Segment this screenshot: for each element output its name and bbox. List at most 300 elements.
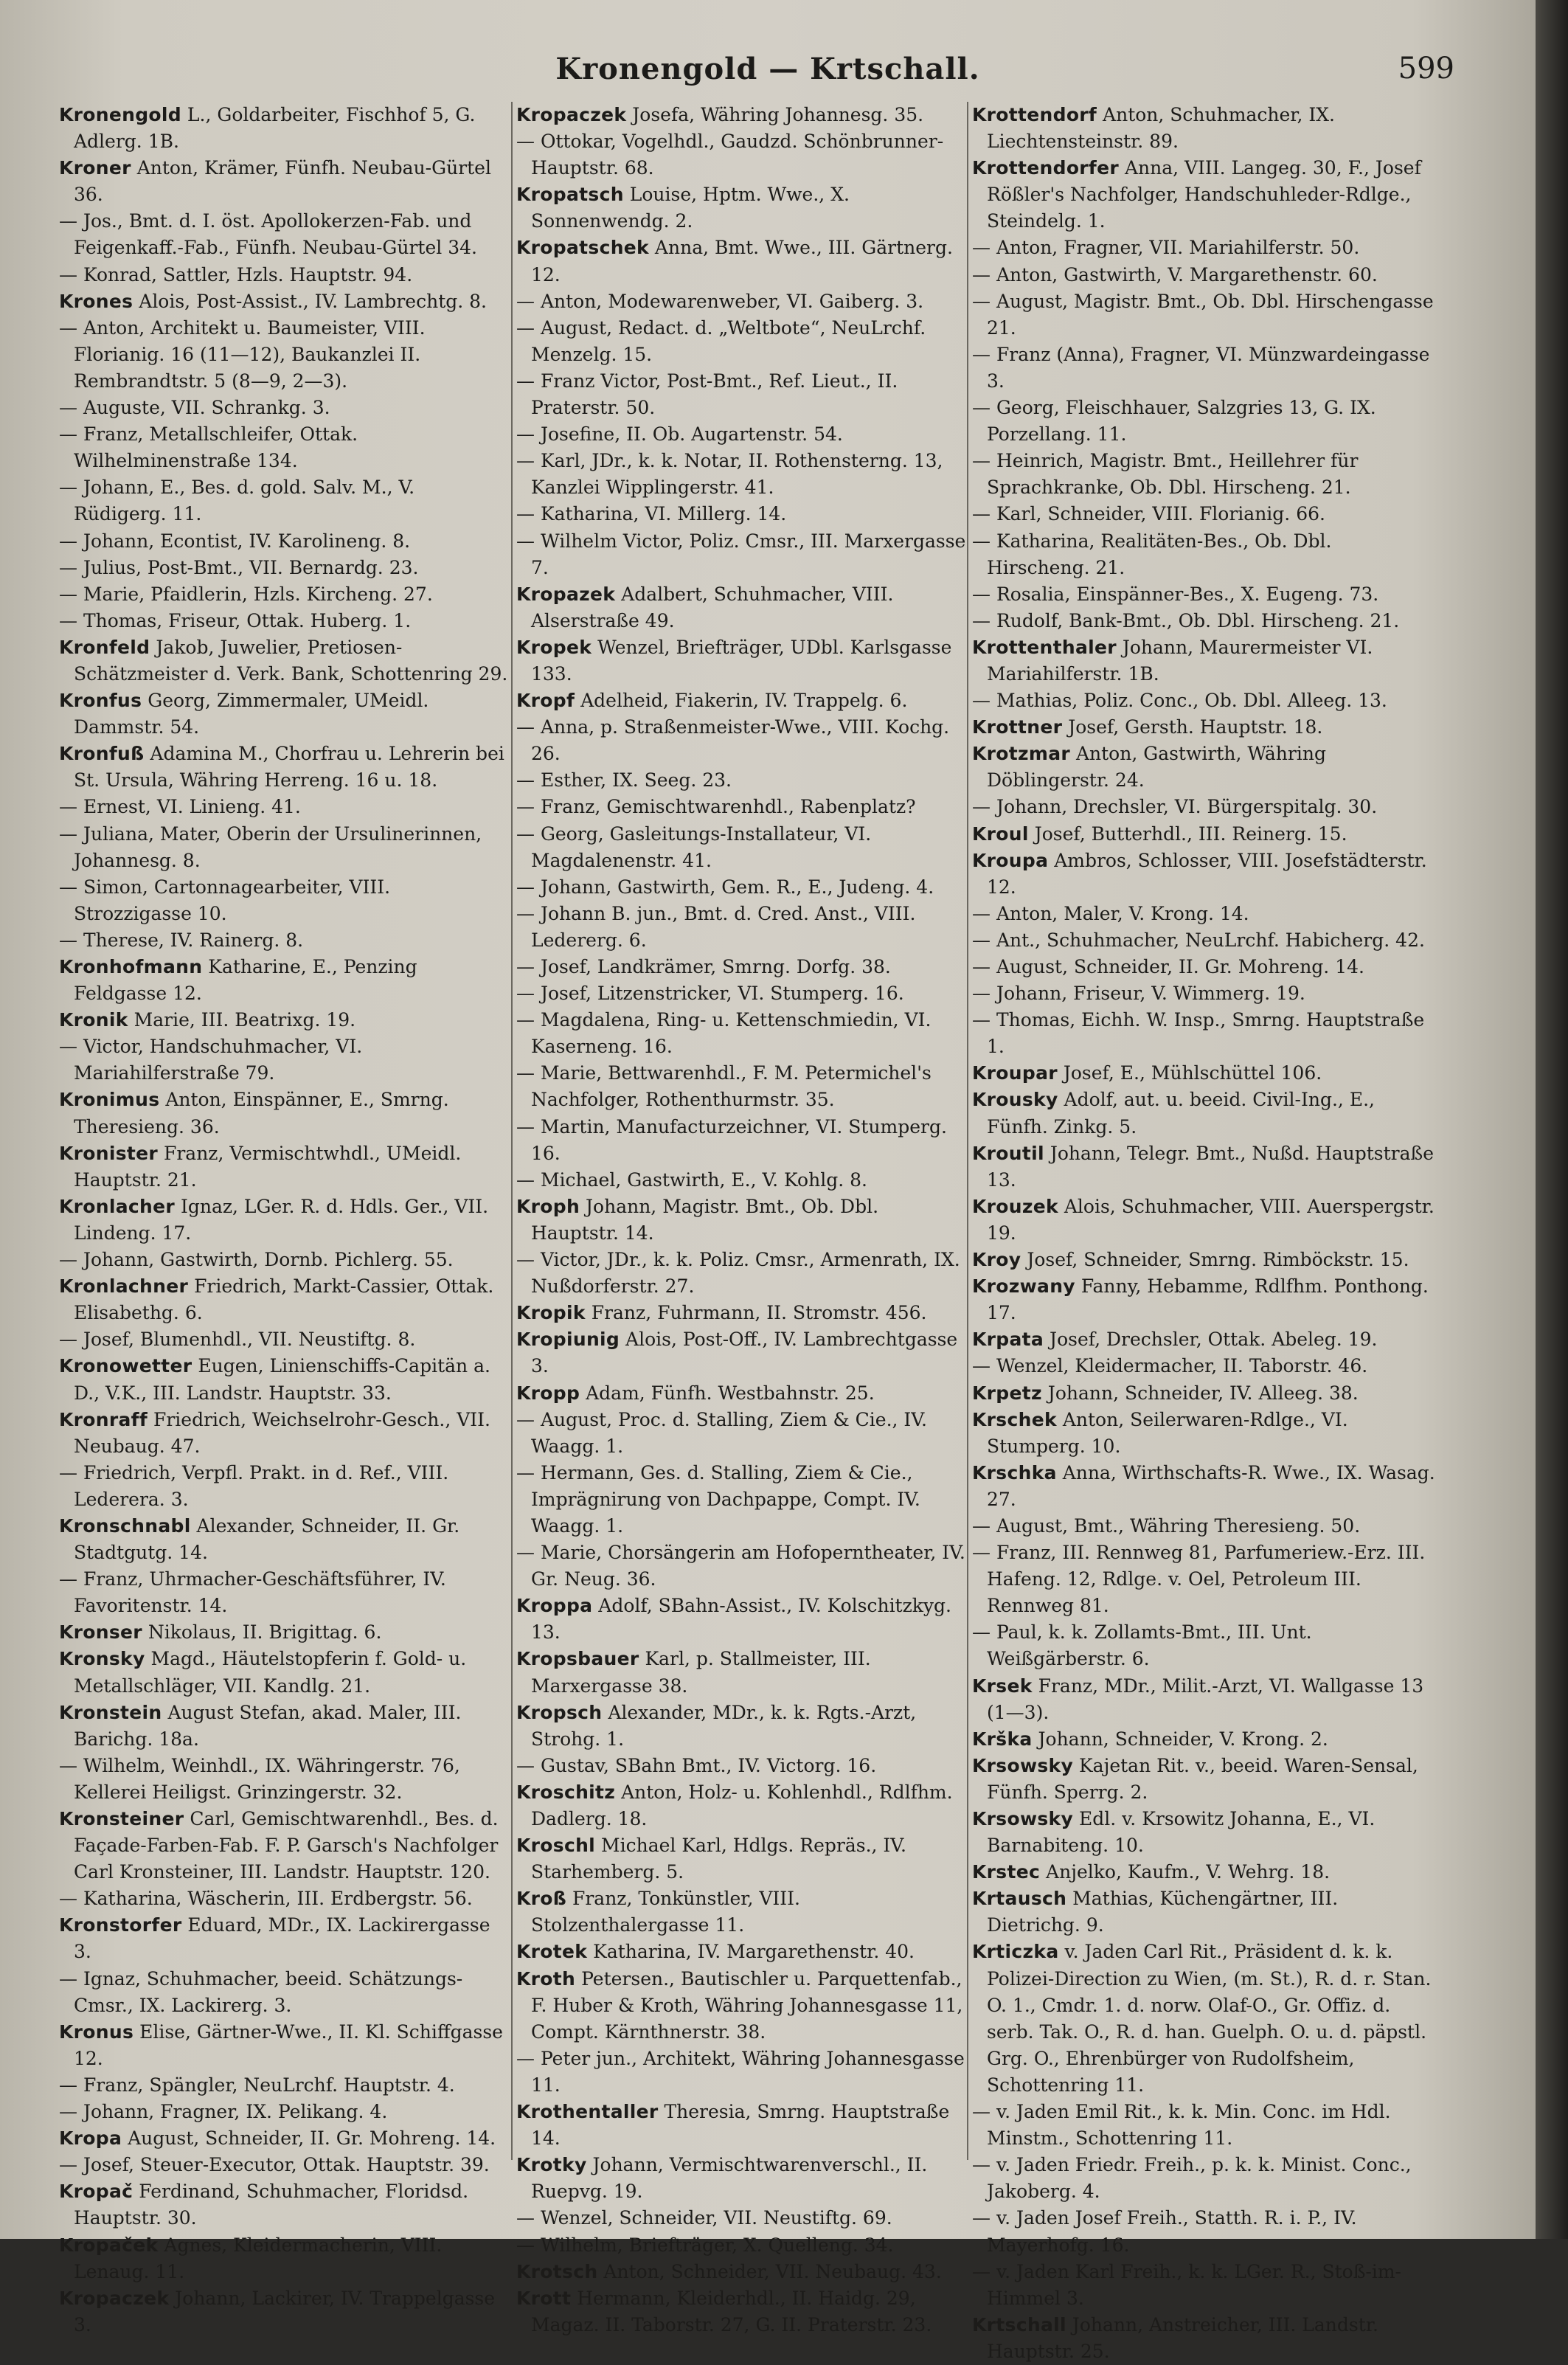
entry-surname: Krtausch [972,1888,1067,1910]
entry-details: Anna, Bmt. Wwe., III. Gärtnerg. 12. [531,237,953,285]
directory-entry [59,1966,509,2019]
entry-details: Johann, Lackirer, IV. Trappelgasse 3. [74,2287,496,2335]
directory-entry [516,288,966,315]
directory-entry [516,2259,966,2285]
entry-details: — Michael, Gastwirth, E., V. Kohlg. 8. [516,1168,867,1191]
entry-details: Friedrich, Markt-Cassier, Ottak. Elisabethg. 6. [74,1275,494,1324]
entry-details: — Marie, Pfaidlerin, Hzls. Kircheng. 27. [59,583,433,605]
entry-details: — Ant., Schuhmacher, NeuLrchf. Habicherg. 42. [972,929,1425,951]
entry-details: — Franz, Metallschleifer, Ottak. Wilhelminenstraße 134. [59,423,358,472]
directory-entry [59,741,509,794]
directory-entry [59,1912,509,1965]
entry-surname: Kroupar [972,1062,1058,1084]
entry-surname: Kronhofmann [59,956,203,977]
entry-surname: Kronsteiner [59,1808,184,1829]
directory-entry [972,794,1437,820]
entry-details: — Anton, Architekt u. Baumeister, VIII. Florianig. 16 (11—12), Baukanzlei II. Rembrandtstr. 5 (8—9, 2—3). [59,316,426,392]
directory-entry [516,767,966,794]
entry-surname: Krottendorf [972,104,1097,125]
directory-entry [972,608,1437,634]
entry-details: — August, Redact. d. „Weltbote“, NeuLrchf. Menzelg. 15. [516,316,926,365]
entry-surname: Kroschl [516,1835,596,1857]
directory-entry [59,1566,509,1619]
entry-surname: Krsowsky [972,1808,1074,1829]
directory-entry [516,821,966,874]
entry-details: Johann, Maurermeister VI. Mariahilferstr. 1B. [987,636,1373,685]
directory-entry [516,528,966,581]
entry-details: — August, Proc. d. Stalling, Ziem & Cie., IV. Waagg. 1. [516,1408,927,1457]
entry-surname: Krpata [972,1329,1044,1351]
directory-entry [59,608,509,634]
entry-details: — Mathias, Poliz. Conc., Ob. Dbl. Alleeg. 13. [972,690,1387,712]
directory-entry [972,1859,1437,1886]
directory-entry [516,1300,966,1326]
entry-surname: Krousky [972,1089,1058,1111]
directory-entry [59,1033,509,1087]
directory-entry [516,1114,966,1167]
directory-entry [972,1753,1437,1806]
directory-entry [972,235,1437,261]
page-header [0,52,1536,96]
entry-details: — Josef, Landkrämer, Smrng. Dorfg. 38. [516,956,891,977]
entry-surname: Kronimus [59,1089,160,1111]
entry-details: Adelheid, Fiakerin, IV. Trappelg. 6. [575,690,908,712]
entry-details: — Katharina, Wäscherin, III. Erdbergstr. 56. [59,1888,473,1910]
entry-details: — Johann, Fragner, IX. Pelikang. 4. [59,2101,388,2123]
directory-entry [516,954,966,980]
entry-surname: Krottner [972,716,1063,738]
entry-details: Adamina M., Chorfrau u. Lehrerin bei St. Ursula, Währing Herreng. 16 u. 18. [74,743,504,792]
directory-entry [972,1194,1437,1247]
entry-surname: Kropaczek [59,2287,170,2309]
directory-entry [59,528,509,555]
entry-details: — Wenzel, Schneider, VII. Neustiftg. 69. [516,2207,892,2229]
directory-entry [972,1513,1437,1540]
entry-surname: Krottendorfer [972,157,1119,179]
entry-details: Anna, VIII. Langeg. 30, F., Josef Rößler's Nachfolger, Handschuhleder-Rdlge., Steindelg. 1. [987,157,1421,232]
entry-details: — Johann, Gastwirth, Dornb. Pichlerg. 55. [59,1249,454,1271]
entry-details: Franz, MDr., Milit.-Arzt, VI. Wallgasse 13 (1—3). [987,1675,1424,1723]
directory-entry [972,528,1437,581]
directory-entry [972,821,1437,848]
entry-surname: Kroschitz [516,1781,616,1803]
directory-entry [516,1753,966,1779]
entry-surname: Kropatsch [516,184,624,206]
entry-details: Anton, Seilerwaren-Rdlge., VI. Stumperg. 10. [987,1408,1348,1457]
entry-surname: Krones [59,290,133,312]
directory-entry [972,848,1437,901]
entry-details: — Franz Victor, Post-Bmt., Ref. Lieut., II. Praterstr. 50. [516,370,898,419]
entry-surname: Krotzmar [972,743,1071,765]
directory-entry [972,954,1437,980]
directory-entry [59,927,509,954]
directory-entry [972,2259,1437,2312]
entry-surname: Krschek [972,1408,1057,1430]
directory-entry [972,901,1437,927]
directory-entry [972,688,1437,714]
entry-details: — Peter jun., Architekt, Währing Johannesgasse 11. [516,2047,965,2096]
entry-surname: Krpetz [972,1382,1042,1404]
directory-entry [59,634,509,688]
entry-details: Ambros, Schlosser, VIII. Josefstädterstr. 12. [987,849,1427,898]
entry-details: Franz, Tonkünstler, VIII. Stolzenthalergasse 11. [531,1888,801,1936]
directory-entry [972,980,1437,1007]
directory-entry [59,1087,509,1140]
directory-entry [972,2152,1437,2205]
entry-surname: Kropaček [59,2234,159,2256]
directory-entry [516,1832,966,1886]
directory-entry [59,2232,509,2285]
entry-surname: Krothentaller [516,2101,659,2123]
entry-details: — Anton, Fragner, VII. Mariahilferstr. 50. [972,237,1360,259]
entry-surname: Kronser [59,1621,142,1644]
entry-details: — Ernest, VI. Linieng. 41. [59,796,301,818]
directory-entry [972,1407,1437,1460]
entry-details: Josef, Gersth. Hauptstr. 18. [1062,716,1323,738]
directory-entry [516,1060,966,1113]
directory-entry [972,501,1437,527]
entry-details: — August, Magistr. Bmt., Ob. Dbl. Hirschengasse 21. [972,290,1434,339]
directory-entry [972,714,1437,741]
directory-entry [516,2099,966,2152]
directory-entry [59,208,509,261]
entry-details: L., Goldarbeiter, Fischhof 5, G. Adlerg. 1B. [74,104,476,153]
entry-details: — Georg, Gasleitungs-Installateur, VI. Magdalenenstr. 41. [516,823,872,871]
entry-details: — Thomas, Friseur, Ottak. Huberg. 1. [59,609,412,631]
directory-entry [59,1194,509,1247]
directory-entry [516,421,966,448]
directory-entry [516,1886,966,1939]
directory-entry [516,1700,966,1753]
entry-details: — Marie, Chorsängerin am Hofoperntheater, IV. Gr. Neug. 36. [516,1542,965,1590]
directory-entry [516,874,966,901]
entry-details: Anton, Schneider, VII. Neubaug. 43. [597,2260,942,2282]
entry-surname: Krotky [516,2154,587,2176]
directory-entry [59,2152,509,2178]
directory-entry [972,1060,1437,1087]
entry-details: Josef, Drechsler, Ottak. Abeleg. 19. [1044,1329,1378,1351]
directory-entry [59,262,509,288]
entry-surname: Krtschall [972,2313,1066,2335]
entry-surname: Krsowsky [972,1754,1074,1776]
entry-details: Georg, Zimmermaler, UMeidl. Dammstr. 54. [74,690,429,738]
directory-entry [59,1619,509,1646]
directory-entry [516,1326,966,1379]
entry-surname: Kropf [516,690,575,712]
directory-entry [972,262,1437,288]
directory-entry [972,1247,1437,1273]
entry-details: Elise, Gärtner-Wwe., II. Kl. Schiffgasse 12. [74,2021,503,2069]
directory-entry [516,315,966,368]
entry-details: Magd., Häutelstopferin f. Gold- u. Metallschläger, VII. Kandlg. 21. [74,1648,467,1697]
running-title: Kronengold — Krtschall. [555,52,980,86]
directory-entry [972,927,1437,954]
entry-details: Anton, Krämer, Fünfh. Neubau-Gürtel 36. [74,157,491,206]
directory-entry [59,421,509,474]
entry-details: Franz, Vermischtwhdl., UMeidl. Hauptstr. 21. [74,1142,462,1191]
directory-entry [972,1273,1437,1326]
entry-surname: Kronschnabl [59,1514,191,1537]
entry-details: Adalbert, Schuhmacher, VIII. Alserstraße 49. [531,583,894,631]
entry-details: Anjelko, Kaufm., V. Wehrg. 18. [1040,1861,1331,1883]
entry-details: Josef, E., Mühlschüttel 106. [1057,1062,1322,1084]
entry-details: — Martin, Manufacturzeichner, VI. Stumperg. 16. [516,1115,947,1164]
entry-details: Karl, p. Stallmeister, III. Marxergasse 38. [531,1648,871,1697]
entry-details: Michael Karl, Hdlgs. Repräs., IV. Starhemberg. 5. [531,1835,906,1883]
entry-details: — Friedrich, Verpfl. Prakt. in d. Ref., VIII. Lederera. 3. [59,1461,449,1510]
directory-entry [972,1353,1437,1379]
directory-entry [59,688,509,741]
entry-details: — Auguste, VII. Schrankg. 3. [59,397,330,419]
entry-details: — Katharina, Realitäten-Bes., Ob. Dbl. Hirscheng. 21. [972,530,1332,578]
entry-surname: Kronstorfer [59,1914,182,1936]
entry-details: — Marie, Bettwarenhdl., F. M. Petermichel's Nachfolger, Rothenthurmstr. 35. [516,1062,932,1111]
entry-details: Adolf, aut. u. beeid. Civil-Ing., E., Fünfh. Zinkg. 5. [987,1089,1375,1138]
entry-details: Johann, Schneider, V. Krong. 2. [1032,1728,1328,1750]
directory-entry [516,581,966,634]
entry-details: — Julius, Post-Bmt., VII. Bernardg. 23. [59,556,419,578]
entry-surname: Kropiunig [516,1329,620,1351]
directory-entry [59,874,509,927]
entry-details: Ferdinand, Schuhmacher, Floridsd. Hauptstr. 30. [74,2181,469,2229]
entry-details: — Anton, Gastwirth, V. Margarethenstr. 60. [972,263,1378,285]
entry-details: — Ignaz, Schuhmacher, beeid. Schätzungs-Cmsr., IX. Lackirerg. 3. [59,1967,463,2016]
page-number: 599 [1398,52,1454,86]
directory-entry [972,1726,1437,1753]
directory-entry [516,2205,966,2231]
directory-entry [59,2019,509,2072]
directory-column-1 [59,102,509,2335]
entry-details: Johann, Magistr. Bmt., Ob. Dbl. Hauptstr. 14. [531,1195,879,1244]
entry-details: — Heinrich, Magistr. Bmt., Heillehrer für Sprachkranke, Ob. Dbl. Hirscheng. 21. [972,450,1359,499]
directory-entry [972,1886,1437,1939]
entry-surname: Kronister [59,1142,159,1164]
directory-entry [972,2099,1437,2152]
directory-entry [516,1593,966,1646]
entry-details: — v. Jaden Karl Freih., k. k. LGer. R., Stoß-im-Himmel 3. [972,2260,1402,2309]
directory-entry [516,1167,966,1194]
directory-entry [516,1646,966,1699]
directory-entry [516,980,966,1007]
directory-entry [516,1540,966,1593]
directory-entry [972,448,1437,501]
entry-surname: Kronlachner [59,1275,189,1298]
entry-details: — Wilhelm, Briefträger, X. Quelleng. 34. [516,2234,894,2256]
entry-details: — Johann, Drechsler, VI. Bürgerspitalg. 30. [972,796,1378,818]
entry-details: Johann, Telegr. Bmt., Nußd. Hauptstraße 13. [987,1142,1435,1191]
entry-surname: Krstec [972,1861,1041,1883]
entry-details: — Franz, III. Rennweg 81, Parfumeriew.-Erz. III. Hafeng. 12, Rdlge. v. Oel, Petroleum III. Rennweg 81. [972,1542,1426,1617]
entry-surname: Krotsch [516,2260,598,2282]
entry-surname: Krsek [972,1675,1033,1697]
directory-entry [972,1540,1437,1619]
entry-details: Ignaz, LGer. R. d. Hdls. Ger., VII. Lindeng. 17. [74,1195,489,1244]
entry-surname: Kronfuß [59,743,145,765]
entry-details: — Katharina, VI. Millerg. 14. [516,503,787,525]
directory-entry [59,1326,509,1353]
entry-details: — Rudolf, Bank-Bmt., Ob. Dbl. Hirscheng. 21. [972,609,1400,631]
entry-surname: Kropik [516,1302,586,1324]
directory-entry [59,474,509,527]
entry-details: — Franz (Anna), Fragner, VI. Münzwardeingasse 3. [972,343,1430,392]
entry-surname: Kropek [516,636,592,658]
directory-entry [59,1273,509,1326]
entry-details: — Victor, Handschuhmacher, VI. Mariahilferstraße 79. [59,1036,363,1084]
entry-details: — Josef, Blumenhdl., VII. Neustiftg. 8. [59,1329,416,1351]
entry-details: Wenzel, Briefträger, UDbl. Karlsgasse 133. [531,636,952,685]
directory-entry [516,1939,966,1965]
entry-details: — Gustav, SBahn Bmt., IV. Victorg. 16. [516,1754,877,1776]
directory-entry [972,102,1437,155]
directory-entry [59,1700,509,1753]
entry-details: — Josefine, II. Ob. Augartenstr. 54. [516,423,843,446]
directory-entry [516,448,966,501]
entry-details: Adam, Fünfh. Westbahnstr. 25. [580,1382,875,1404]
directory-entry [59,954,509,1007]
entry-details: Alexander, Schneider, II. Gr. Stadtgutg. 14. [74,1514,460,1564]
directory-entry [972,1007,1437,1060]
entry-details: — Georg, Fleischhauer, Salzgries 13, G. IX. Porzellang. 11. [972,397,1376,446]
entry-surname: Kroth [516,1967,576,1990]
entry-details: Anton, Holz- u. Kohlenhdl., Rdlfhm. Dadlerg. 18. [531,1781,953,1829]
entry-details: — Rosalia, Einspänner-Bes., X. Eugeng. 73. [972,583,1379,605]
entry-details: Eugen, Linienschiffs-Capitän a. D., V.K., III. Landstr. Hauptstr. 33. [74,1355,490,1404]
entry-surname: Kropp [516,1382,580,1404]
directory-entry [516,1380,966,1407]
directory-entry [972,1326,1437,1353]
directory-entry [59,555,509,581]
entry-details: Johann, Vermischtwarenverschl., II. Ruepvg. 19. [531,2154,928,2203]
entry-details: — Josef, Litzenstricker, VI. Stumperg. 16. [516,983,904,1005]
directory-entry [516,1007,966,1060]
directory-entry [972,581,1437,608]
entry-details: Josefa, Währing Johannesg. 35. [626,104,924,125]
directory-entry [516,2232,966,2259]
entry-surname: Krottenthaler [972,636,1117,658]
directory-entry [59,2072,509,2099]
entry-surname: Krouzek [972,1195,1058,1217]
entry-details: — Franz, Gemischtwarenhdl., Rabenplatz? [516,796,916,818]
directory-entry [972,342,1437,395]
directory-entry [972,634,1437,688]
entry-details: Alois, Post-Assist., IV. Lambrechtg. 8. [133,290,487,312]
directory-entry [59,1407,509,1460]
entry-details: Anton, Schuhmacher, IX. Liechtensteinstr. 89. [987,104,1335,153]
entry-surname: Kropa [59,2127,122,2150]
entry-details: Anna, Wirthschafts-R. Wwe., IX. Wasag. 27. [987,1461,1435,1510]
directory-entry [516,1460,966,1540]
directory-entry [516,1779,966,1832]
directory-entry [59,1513,509,1566]
entry-details: — v. Jaden Emil Rit., k. k. Min. Conc. im Hdl. Minstm., Schottenring 11. [972,2101,1391,2150]
entry-details: Katharina, IV. Margarethenstr. 40. [587,1941,915,1963]
directory-entry [972,1460,1437,1513]
directory-entry [516,102,966,128]
entry-details: — Johann, Econtist, IV. Karolineng. 8. [59,530,411,552]
directory-entry [59,395,509,421]
entry-details: — Josef, Steuer-Executor, Ottak. Hauptstr. 39. [59,2154,490,2176]
entry-surname: Kropsbauer [516,1648,639,1670]
directory-entry [59,794,509,820]
directory-entry [59,821,509,874]
entry-surname: Krott [516,2287,572,2309]
directory-entry [516,501,966,527]
entry-details: Agnes, Kleidermacherin, VIII. Lenaug. 11. [74,2234,443,2282]
entry-details: Anton, Einspänner, E., Smrng. Theresieng. 36. [74,1089,449,1138]
entry-details: — Ottokar, Vogelhdl., Gaudzd. Schönbrunner-Hauptstr. 68. [516,131,944,179]
entry-details: Friedrich, Weichselrohr-Gesch., VII. Neubaug. 47. [74,1408,490,1457]
entry-details: — Johann, Friseur, V. Wimmerg. 19. [972,983,1305,1005]
entry-surname: Krozwany [972,1275,1075,1298]
entry-details: Katharine, E., Penzing Feldgasse 12. [74,956,417,1005]
entry-surname: Kronengold [59,104,181,125]
entry-surname: Kronlacher [59,1195,176,1217]
entry-details: — Anna, p. Straßenmeister-Wwe., VIII. Kochg. 26. [516,716,950,765]
entry-details: Louise, Hptm. Wwe., X. Sonnenwendg. 2. [531,184,850,232]
entry-details: Josef, Schneider, Smrng. Rimböckstr. 15. [1021,1249,1409,1271]
entry-details: Nikolaus, II. Brigittag. 6. [142,1621,382,1644]
entry-details: — Franz, Spängler, NeuLrchf. Hauptstr. 4. [59,2074,455,2096]
directory-entry [59,1460,509,1513]
entry-details: — v. Jaden Friedr. Freih., p. k. k. Minist. Conc., Jakoberg. 4. [972,2154,1412,2203]
directory-entry [972,1087,1437,1140]
entry-details: August Stefan, akad. Maler, III. Barichg. 18a. [74,1701,462,1750]
entry-surname: Kroner [59,157,131,179]
directory-entry [972,395,1437,448]
entry-details: Petersen., Bautischler u. Parquettenfab., F. Huber & Kroth, Währing Johannesgasse 11, Compt. Kärnthnerstr. 38. [531,1967,963,2043]
directory-entry [516,1194,966,1247]
directory-column-3 [972,102,1437,2362]
directory-entry [59,1353,509,1406]
entry-details: — Anton, Maler, V. Krong. 14. [972,902,1249,924]
directory-entry [59,1247,509,1273]
entry-surname: Kroul [972,823,1029,845]
directory-entry [972,288,1437,342]
directory-entry [516,128,966,181]
entry-details: — Konrad, Sattler, Hzls. Hauptstr. 94. [59,263,413,285]
entry-details: Franz, Fuhrmann, II. Stromstr. 456. [585,1302,927,1324]
directory-entry [516,2046,966,2099]
entry-details: Josef, Butterhdl., III. Reinerg. 15. [1028,823,1347,845]
entry-surname: Kropazek [516,583,616,605]
entry-details: — Johann B. jun., Bmt. d. Cred. Anst., VIII. Ledererg. 6. [516,902,916,951]
entry-details: August, Schneider, II. Gr. Mohreng. 14. [122,2127,496,2150]
entry-details: Hermann, Kleiderhdl., II. Haidg. 29, Magaz. II. Taborstr. 27, G. II. Praterstr. 23. [531,2287,932,2335]
directory-entry [972,1939,1437,2099]
entry-details: Johann, Anstreicher, III. Landstr. Hauptstr. 25. [987,2313,1378,2362]
entry-surname: Krticzka [972,1941,1059,1963]
directory-entry [516,634,966,688]
directory-entry [59,2178,509,2231]
entry-surname: Kroß [516,1888,567,1910]
entry-surname: Kronus [59,2021,134,2043]
directory-entry [59,315,509,395]
entry-surname: Kropatschek [516,237,649,259]
page-edge [1536,0,1568,2239]
entry-details: — Esther, IX. Seeg. 23. [516,769,732,792]
entry-surname: Kronik [59,1009,128,1031]
directory-entry [59,1886,509,1912]
directory-entry [516,181,966,235]
directory-entry [516,714,966,767]
entry-details: Mathias, Küchengärtner, III. Dietrichg. 9. [987,1888,1339,1936]
entry-details: — v. Jaden Josef Freih., Statth. R. i. P., IV. Mayerhofg. 16. [972,2207,1357,2256]
entry-surname: Kroupa [972,849,1049,871]
directory-entry [516,901,966,954]
entry-details: — Juliana, Mater, Oberin der Ursulinerinnen, Johannesg. 8. [59,823,482,871]
entry-surname: Kronfus [59,690,142,712]
directory-entry [516,235,966,288]
